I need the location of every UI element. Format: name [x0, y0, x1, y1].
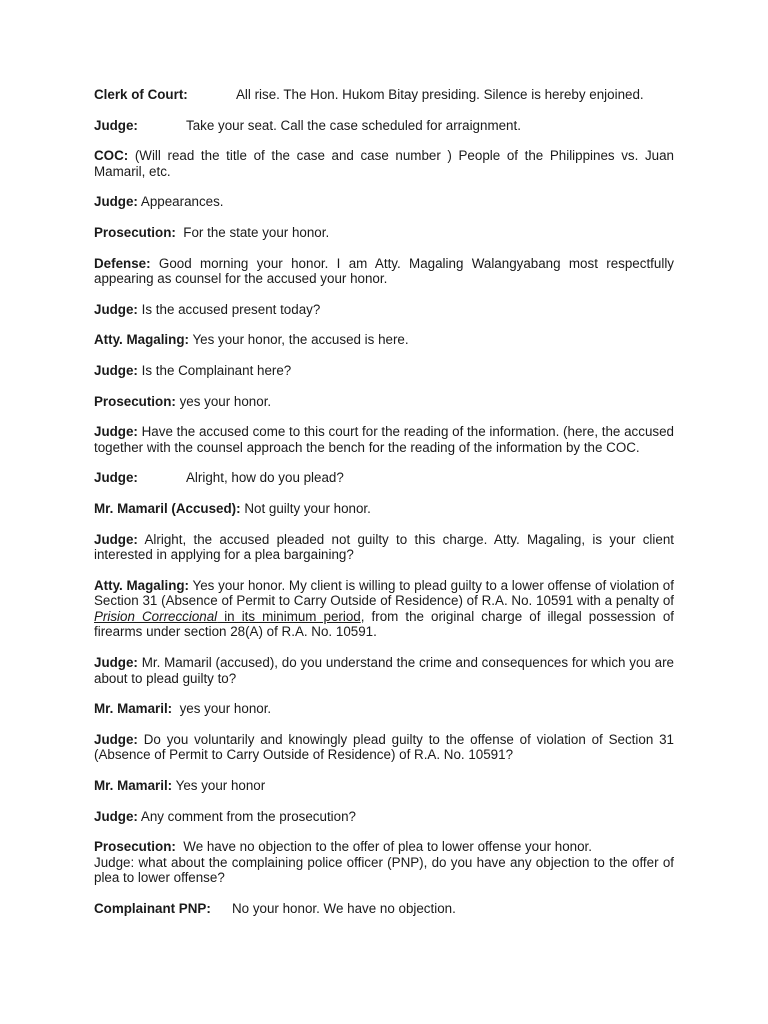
- dialogue-text: Do you voluntarily and knowingly plead guilty to the offense of violation of Section 31 (Absence of Permit to Carry Outside of Residence) of R.A. No. 10591?: [94, 731, 674, 763]
- dialogue-text: No your honor. We have no objection.: [232, 901, 456, 916]
- speaker-label: Atty. Magaling:: [94, 577, 190, 593]
- speaker-label: Prosecution:: [94, 393, 176, 409]
- dialogue-text: Good morning your honor. I am Atty. Magaling Walangyabang most respectfully appearing as counsel for the accused your honor.: [94, 255, 674, 287]
- dialogue-text: Yes your honor: [175, 778, 266, 794]
- dialogue-text: We have no objection to the offer of plea to lower offense your honor.: [183, 839, 592, 855]
- transcript-line-complainant: [94, 901, 674, 917]
- penalty-period: in its minimum period: [217, 608, 361, 624]
- dialogue-text: Is the Complainant here?: [141, 362, 292, 378]
- penalty-name: Prision Correccional: [94, 608, 218, 624]
- speaker-label: Complainant PNP:: [94, 901, 211, 916]
- speaker-label: Judge:: [94, 194, 138, 210]
- dialogue-text: Is the accused present today?: [141, 301, 321, 317]
- speaker-label: Judge:: [94, 531, 138, 547]
- transcript-line-clerk: [94, 87, 674, 103]
- speaker-label: Defense:: [94, 255, 151, 271]
- dialogue-text: Alright, how do you plead?: [186, 470, 344, 486]
- speaker-label: Prosecution:: [94, 839, 176, 855]
- transcript-page: [94, 87, 674, 932]
- transcript-line-judge: [94, 194, 674, 210]
- speaker-label: Mr. Mamaril:: [94, 701, 173, 717]
- dialogue-text: (Will read the title of the case and case number ) People of the Philippines vs. Juan Mamaril, etc.: [94, 148, 674, 179]
- transcript-line-prosecution: [94, 839, 674, 855]
- speaker-label: Judge:: [94, 424, 138, 440]
- speaker-label: Judge:: [94, 117, 138, 133]
- dialogue-text: Yes your honor, the accused is here.: [192, 332, 409, 348]
- transcript-line-defense: [94, 256, 674, 287]
- speaker-label: Judge:: [94, 808, 138, 824]
- dialogue-text: Not guilty your honor.: [244, 500, 371, 516]
- transcript-line-judge: [94, 809, 674, 825]
- dialogue-text-continued: , from the original charge of illegal possession of firearms under section 28(A) of R.A. No. 10591.: [94, 608, 674, 640]
- speaker-label: Atty. Magaling:: [94, 332, 189, 348]
- dialogue-text: For the state your honor.: [183, 224, 330, 240]
- dialogue-text: yes your honor.: [179, 701, 272, 717]
- speaker-label: Clerk of Court:: [94, 87, 188, 102]
- speaker-label: Prosecution:: [94, 224, 176, 240]
- transcript-line-atty-magaling: [94, 578, 674, 640]
- speaker-label: Mr. Mamaril:: [94, 778, 173, 794]
- dialogue-text: Any comment from the prosecution?: [140, 808, 356, 824]
- speaker-label: Judge:: [94, 470, 138, 486]
- dialogue-text: Mr. Mamaril (accused), do you understand the crime and consequences for which you are about to plead guilty to?: [94, 655, 674, 686]
- dialogue-text: Take your seat. Call the case scheduled for arraignment.: [186, 117, 521, 133]
- dialogue-text: Yes your honor. My client is willing to plead guilty to a lower offense of violation of Section 31 (Absence of Permit to Carry Outside of Residence) of R.A. No. 10591 with a penalty of: [94, 577, 674, 609]
- transcript-line-accused: [94, 778, 674, 794]
- speaker-label: Judge:: [94, 731, 138, 747]
- transcript-line-judge: [94, 363, 674, 379]
- transcript-line-judge: [94, 655, 674, 686]
- transcript-line-judge: [94, 118, 674, 134]
- penalty-emphasis: [94, 609, 361, 624]
- dialogue-text: All rise. The Hon. Hukom Bitay presiding. Silence is hereby enjoined.: [236, 87, 644, 102]
- dialogue-text: Have the accused come to this court for the reading of the information. (here, the accused together with the counsel approach the bench for the reading of the information by the COC.: [94, 424, 674, 455]
- transcript-line-judge: [94, 424, 674, 455]
- transcript-line-coc: [94, 148, 674, 179]
- transcript-line-accused: [94, 701, 674, 717]
- transcript-line-prosecution: [94, 394, 674, 410]
- speaker-label: Judge:: [94, 301, 138, 317]
- transcript-line-judge: [94, 302, 674, 318]
- transcript-line-prosecution: [94, 225, 674, 241]
- transcript-line-atty-magaling: [94, 332, 674, 348]
- transcript-line-judge: [94, 732, 674, 763]
- dialogue-text: Alright, the accused pleaded not guilty to this charge. Atty. Magaling, is your client interested in applying for a plea bargaining?: [94, 531, 675, 563]
- transcript-line-accused: [94, 501, 674, 517]
- speaker-label: Mr. Mamaril (Accused):: [94, 500, 241, 516]
- speaker-label: Judge:: [94, 655, 138, 671]
- dialogue-text: yes your honor.: [179, 393, 272, 409]
- dialogue-text: Appearances.: [140, 194, 224, 210]
- speaker-label: Judge:: [94, 362, 138, 378]
- transcript-line-judge: [94, 470, 674, 486]
- speaker-label: COC:: [94, 148, 129, 164]
- transcript-line-judge: [94, 532, 674, 563]
- transcript-line-judge-plain: [94, 855, 674, 886]
- dialogue-text: Judge: what about the complaining police officer (PNP), do you have any objection to the offer of plea to lower offense?: [94, 854, 674, 886]
